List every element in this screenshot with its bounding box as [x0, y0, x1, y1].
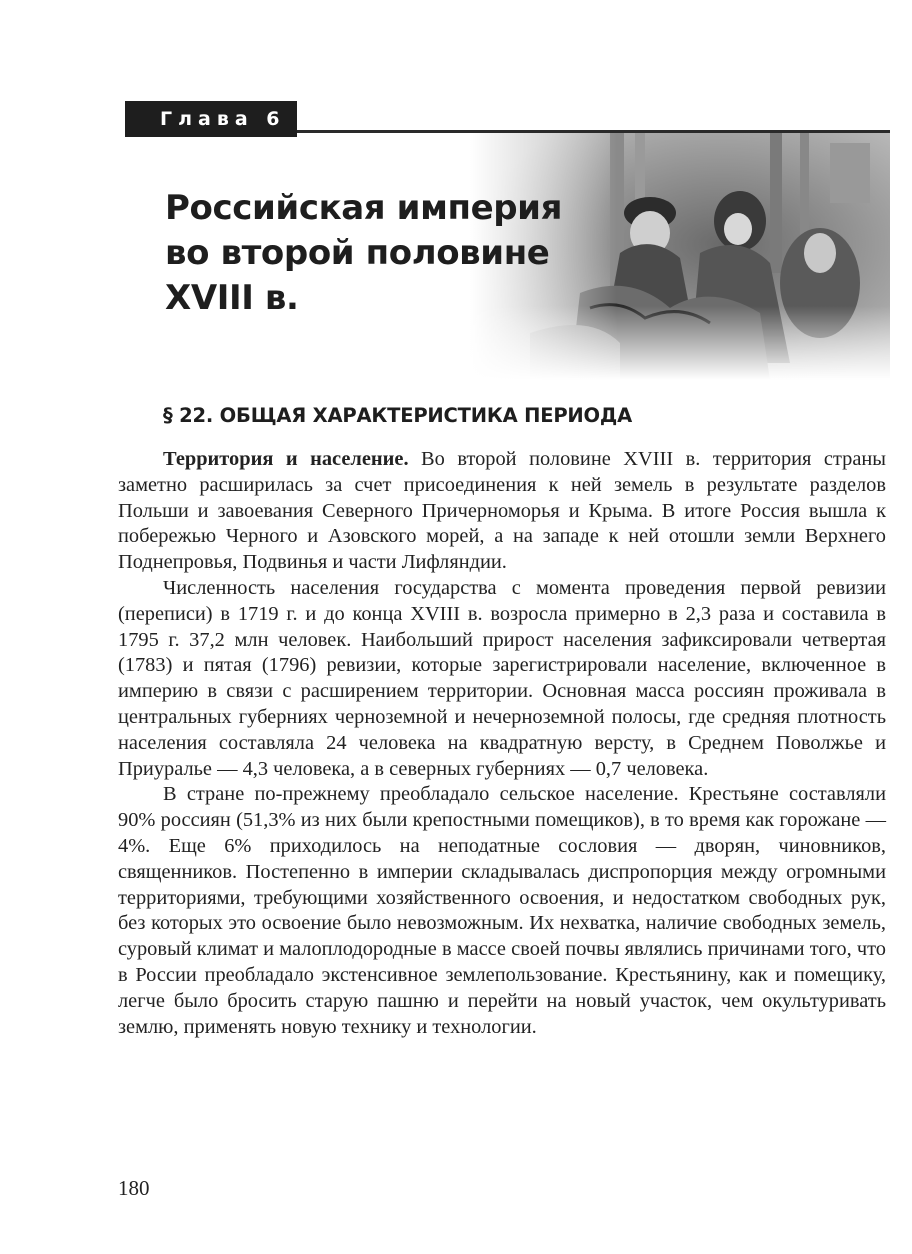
section-heading: § 22. ОБЩАЯ ХАРАКТЕРИСТИКА ПЕРИОДА — [163, 404, 632, 427]
paragraph: В стране по-прежнему преобладало сельское население. Крестьяне составляли 90% россиян (51,3% из них были крепостными помещиков), в то время как горожане — 4%. Еще 6% приходилось на неподатные сословия — дворян, чиновников, священников. Постепенно в империи складывалась диспропорция между огромными территориями, требующими хозяйственного освоения, и недостатком свободных рук, без которых это освоение было невозможным. Их нехватка, наличие свободных земель, суровый климат и малоплодородные в массе своей почвы являлись причинами того, что в России преобладало экстенсивное землепользование. Крестьянину, как и помещику, легче было бросить старую пашню и перейти на новый участок, чем окультуривать землю, применять новую технику и технологии. — [118, 783, 886, 1038]
page-number: 180 — [118, 1176, 150, 1200]
paragraph — [118, 447, 886, 576]
chapter-title-line: Российская империя — [165, 188, 563, 228]
paragraph: Численность населения государства с момента проведения первой ревизии (переписи) в 1719 г. и до конца XVIII в. возросла примерно в 2,3 раза и составила в 1795 г. 37,2 млн человек. Наибольший прирост населения зафиксировали четвертая (1783) и пятая (1796) ревизии, которые зарегистрировали население, включенное в империю в связи с расширением территории. Основная масса россиян проживала в центральных губерниях черноземной и нечерноземной полосы, где средняя плотность населения составляла 24 человека на квадратную версту, в Среднем Поволжье и Приуралье — 4,3 человека, а в северных губерниях — 0,7 человека. — [118, 576, 886, 780]
body-text — [118, 447, 886, 1040]
chapter-label: Глава 6 — [160, 108, 286, 130]
chapter-title — [165, 186, 562, 321]
paragraph-run-in-heading: Территория и население. — [163, 448, 409, 470]
chapter-title-line: во второй половине — [165, 233, 550, 273]
chapter-title-line: XVIII в. — [165, 278, 299, 318]
paragraph-text: Во второй половине XVIII в. территория страны заметно расширилась за счет присоединения к ней земель в результате разделов Польши и завоевания Северного Причерноморья и Крыма. В итоге Россия вышла к побережью Черного и Азовского морей, а на западе к ней отошли земли Верхнего Поднепровья, Подвинья и части Лифляндии. — [118, 448, 886, 574]
